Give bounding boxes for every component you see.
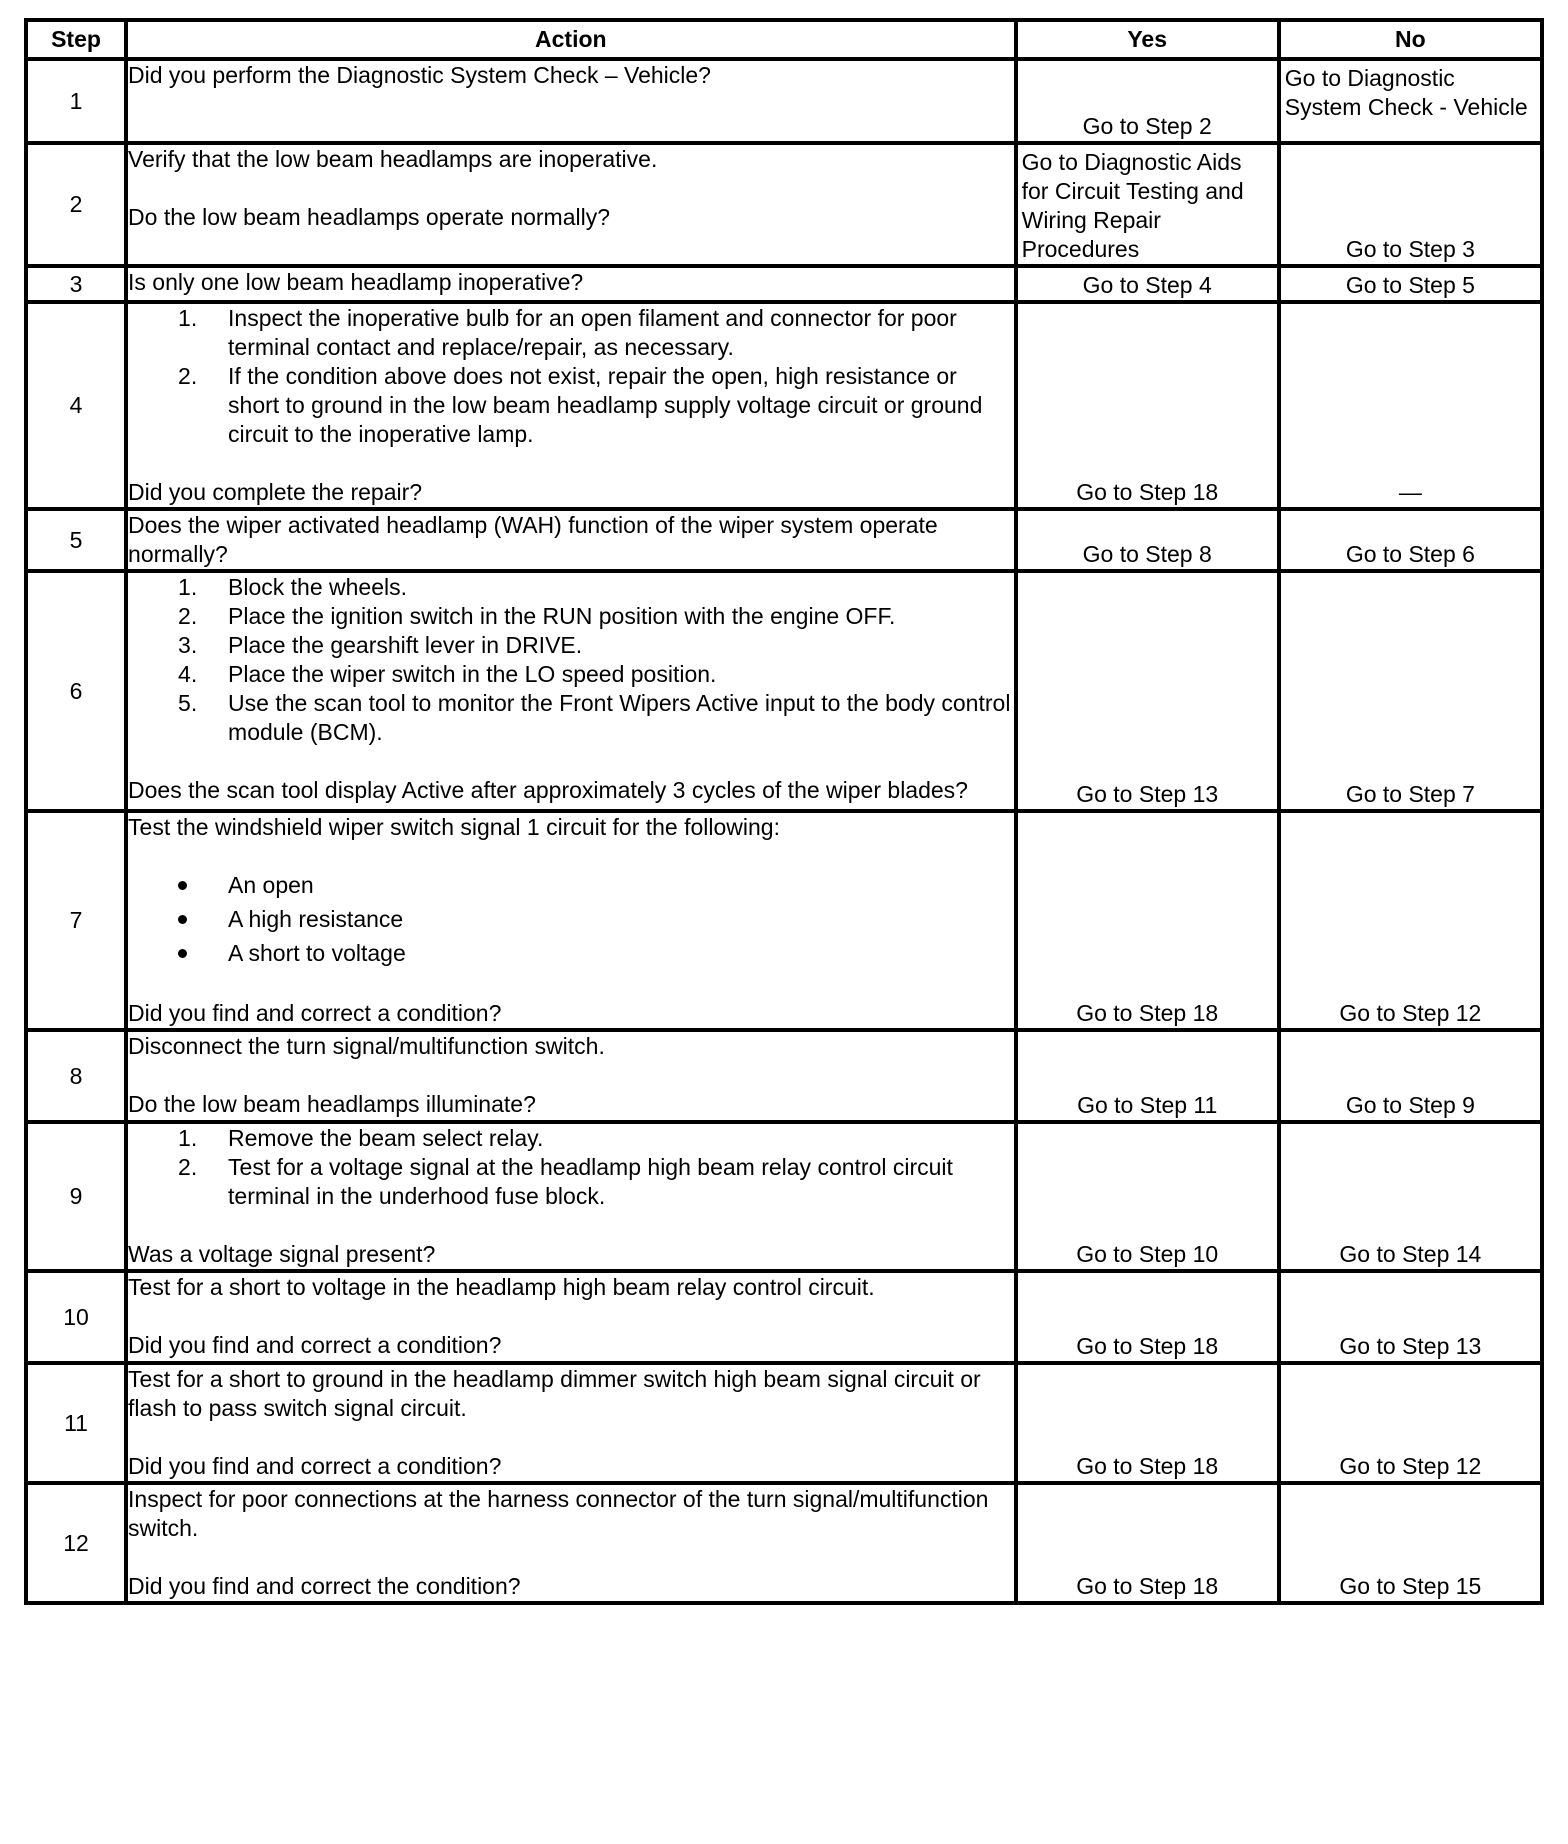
- no-result: —: [1279, 302, 1542, 509]
- action-question: Did you find and correct a condition?: [128, 1332, 502, 1358]
- yes-result: Go to Step 18: [1016, 302, 1279, 509]
- step-number: 8: [26, 1030, 126, 1122]
- table-row: [26, 1483, 1542, 1603]
- bullet-icon: [178, 949, 187, 958]
- action-question: Was a voltage signal present?: [128, 1241, 436, 1267]
- action-question: Did you perform the Diagnostic System Check – Vehicle?: [128, 62, 711, 88]
- list-number: 3.: [178, 632, 198, 658]
- action-question: Is only one low beam headlamp inoperative?: [128, 269, 584, 295]
- list-item: [128, 1153, 1014, 1211]
- diagnostic-table: [24, 18, 1544, 1605]
- no-result: Go to Step 5: [1279, 266, 1542, 302]
- action-cell: [126, 1030, 1016, 1122]
- list-item: [128, 304, 1014, 362]
- table-row: [26, 571, 1542, 811]
- list-text: Use the scan tool to monitor the Front Wipers Active input to the body control module (BCM).: [228, 690, 1011, 745]
- no-result: Go to Step 7: [1279, 571, 1542, 811]
- table-row: [26, 1271, 1542, 1363]
- action-question: Does the scan tool display Active after approximately 3 cycles of the wiper blades?: [128, 777, 968, 803]
- step-number: 4: [26, 302, 126, 509]
- no-header: No: [1279, 20, 1542, 59]
- list-number: 1.: [178, 305, 198, 331]
- list-number: 2.: [178, 603, 198, 629]
- table-row: [26, 1122, 1542, 1271]
- list-item: [128, 902, 1014, 936]
- header-row: [26, 20, 1542, 59]
- no-result: Go to Step 6: [1279, 509, 1542, 571]
- yes-result: Go to Step 4: [1016, 266, 1279, 302]
- action-text: Verify that the low beam headlamps are inoperative.: [128, 146, 658, 172]
- yes-result: Go to Step 11: [1016, 1030, 1279, 1122]
- no-result: Go to Diagnostic System Check - Vehicle: [1279, 59, 1542, 143]
- action-cell: [126, 302, 1016, 509]
- action-question: Do the low beam headlamps operate normally?: [128, 204, 611, 230]
- procedure-list: [128, 1124, 1014, 1211]
- action-text: Test for a short to voltage in the headlamp high beam relay control circuit.: [128, 1274, 875, 1300]
- no-result: Go to Step 14: [1279, 1122, 1542, 1271]
- step-number: 10: [26, 1271, 126, 1363]
- list-number: 1.: [178, 1125, 198, 1151]
- list-number: 5.: [178, 690, 198, 716]
- list-text: Place the gearshift lever in DRIVE.: [228, 632, 583, 658]
- table-row: [26, 59, 1542, 143]
- list-item: [128, 689, 1014, 747]
- action-question: Does the wiper activated headlamp (WAH) function of the wiper system operate normally?: [128, 512, 938, 567]
- no-result: Go to Step 13: [1279, 1271, 1542, 1363]
- no-result: Go to Step 3: [1279, 143, 1542, 266]
- list-item: [128, 1124, 1014, 1153]
- yes-result: Go to Diagnostic Aids for Circuit Testing and Wiring Repair Procedures: [1016, 143, 1279, 266]
- list-item: [128, 573, 1014, 602]
- action-cell: [126, 811, 1016, 1030]
- action-question: Did you complete the repair?: [128, 479, 423, 505]
- action-cell: [126, 1483, 1016, 1603]
- list-text: An open: [228, 872, 314, 898]
- list-item: [128, 631, 1014, 660]
- yes-result: Go to Step 10: [1016, 1122, 1279, 1271]
- table-row: [26, 1030, 1542, 1122]
- list-text: Inspect the inoperative bulb for an open filament and connector for poor terminal contact and replace/repair, as necessary.: [228, 305, 957, 360]
- yes-result: Go to Step 18: [1016, 1271, 1279, 1363]
- action-cell: [126, 1363, 1016, 1483]
- action-cell: [126, 1122, 1016, 1271]
- action-question: Did you find and correct a condition?: [128, 1453, 502, 1479]
- no-result: Go to Step 12: [1279, 1363, 1542, 1483]
- table-row: [26, 1363, 1542, 1483]
- list-number: 4.: [178, 661, 198, 687]
- action-text: Test for a short to ground in the headlamp dimmer switch high beam signal circuit or flash to pass switch signal circuit.: [128, 1366, 981, 1421]
- table-row: [26, 266, 1542, 302]
- action-cell: [126, 571, 1016, 811]
- list-text: Place the wiper switch in the LO speed position.: [228, 661, 717, 687]
- action-question: Do the low beam headlamps illuminate?: [128, 1091, 536, 1117]
- step-number: 11: [26, 1363, 126, 1483]
- list-text: Place the ignition switch in the RUN position with the engine OFF.: [228, 603, 896, 629]
- list-text: A short to voltage: [228, 940, 406, 966]
- yes-header: Yes: [1016, 20, 1279, 59]
- list-item: [128, 936, 1014, 970]
- yes-result: Go to Step 18: [1016, 1363, 1279, 1483]
- bullet-icon: [178, 881, 187, 890]
- step-number: 7: [26, 811, 126, 1030]
- table-row: [26, 509, 1542, 571]
- list-text: Remove the beam select relay.: [228, 1125, 544, 1151]
- action-text: Test the windshield wiper switch signal 1 circuit for the following:: [128, 814, 780, 840]
- list-text: Block the wheels.: [228, 574, 408, 600]
- condition-list: [128, 868, 1014, 970]
- list-text: A high resistance: [228, 906, 404, 932]
- action-text: Inspect for poor connections at the harness connector of the turn signal/multifunction switch.: [128, 1486, 989, 1541]
- action-cell: [126, 1271, 1016, 1363]
- yes-result: Go to Step 2: [1016, 59, 1279, 143]
- action-question: Did you find and correct a condition?: [128, 1000, 502, 1026]
- procedure-list: [128, 304, 1014, 449]
- no-result: Go to Step 12: [1279, 811, 1542, 1030]
- list-number: 2.: [178, 1154, 198, 1180]
- table-row: [26, 811, 1542, 1030]
- yes-result: Go to Step 13: [1016, 571, 1279, 811]
- no-result: Go to Step 9: [1279, 1030, 1542, 1122]
- action-cell: [126, 59, 1016, 143]
- list-item: [128, 660, 1014, 689]
- list-number: 1.: [178, 574, 198, 600]
- step-number: 3: [26, 266, 126, 302]
- yes-result: Go to Step 8: [1016, 509, 1279, 571]
- list-text: If the condition above does not exist, repair the open, high resistance or short to ground in the low beam headlamp supply voltage circuit or ground circuit to the inoperative lamp.: [228, 363, 983, 447]
- step-number: 1: [26, 59, 126, 143]
- action-text: Disconnect the turn signal/multifunction switch.: [128, 1033, 605, 1059]
- step-header: Step: [26, 20, 126, 59]
- no-result: Go to Step 15: [1279, 1483, 1542, 1603]
- action-question: Did you find and correct the condition?: [128, 1573, 521, 1599]
- list-item: [128, 602, 1014, 631]
- list-text: Test for a voltage signal at the headlamp high beam relay control circuit terminal in the underhood fuse block.: [228, 1154, 953, 1209]
- step-number: 6: [26, 571, 126, 811]
- bullet-icon: [178, 915, 187, 924]
- step-number: 5: [26, 509, 126, 571]
- procedure-list: [128, 573, 1014, 747]
- table-row: [26, 302, 1542, 509]
- yes-result: Go to Step 18: [1016, 811, 1279, 1030]
- action-cell: [126, 143, 1016, 266]
- yes-result: Go to Step 18: [1016, 1483, 1279, 1603]
- list-item: [128, 868, 1014, 902]
- action-cell: [126, 266, 1016, 302]
- action-cell: [126, 509, 1016, 571]
- list-item: [128, 362, 1014, 449]
- table-row: [26, 143, 1542, 266]
- step-number: 9: [26, 1122, 126, 1271]
- action-header: Action: [126, 20, 1016, 59]
- step-number: 12: [26, 1483, 126, 1603]
- list-number: 2.: [178, 363, 198, 389]
- step-number: 2: [26, 143, 126, 266]
